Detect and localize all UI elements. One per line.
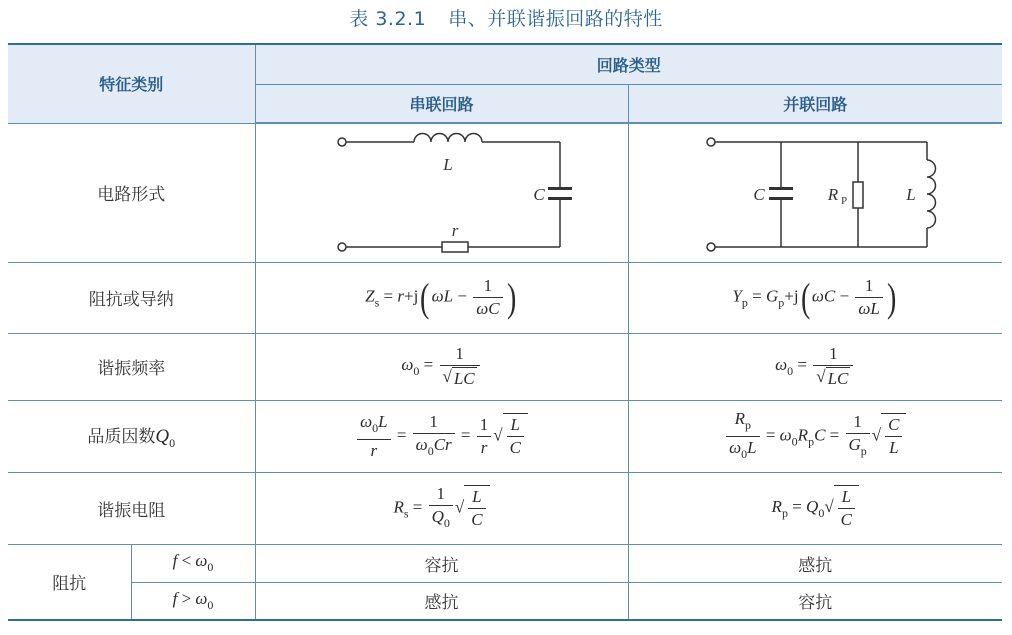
header-parallel: 并联回路	[628, 84, 1002, 123]
series-reactance-below: 容抗	[255, 544, 628, 582]
svg-text:P: P	[841, 194, 848, 207]
svg-text:L: L	[442, 154, 453, 174]
header-series: 串联回路	[255, 84, 628, 123]
row-label-impedance: 阻抗或导纳	[8, 262, 255, 333]
header-feature-category: 特征类别	[8, 44, 255, 123]
parallel-admittance-formula: $Y_p = G_p+j$( ωC − $\frac{1}{\omega L}$ )	[628, 262, 1002, 333]
condition-above-resonance: $f > \omega_0$	[131, 582, 255, 620]
parallel-reactance-below: 感抗	[628, 544, 1002, 582]
header-circuit-type: 回路类型	[255, 44, 1002, 84]
series-reactance-above: 感抗	[255, 582, 628, 620]
parallel-resonant-resistance-formula: $R_p = Q_0√$ $\frac{L}{C}$	[628, 472, 1002, 544]
svg-text:r: r	[451, 220, 458, 240]
series-impedance-formula: $Z_s = r+j$( ωL − $\frac{1}{\omega C}$ )	[255, 262, 628, 333]
series-resonant-resistance-formula: $R_s$ = $\frac{1}{Q_0}$ √ $\frac{L}{C}$	[255, 472, 628, 544]
row-label-reactance: 阻抗	[8, 544, 131, 620]
parallel-circuit-diagram	[628, 123, 1002, 262]
series-resonant-frequency-formula: $\omega_0$ = $\frac{1}{√ LC}$	[255, 333, 628, 400]
series-rlc-circuit-icon	[312, 128, 572, 253]
parallel-resonant-frequency-formula: $\omega_0$ = $\frac{1}{√ LC}$	[628, 333, 1002, 400]
parallel-reactance-above: 容抗	[628, 582, 1002, 620]
svg-text:C: C	[753, 184, 765, 204]
parallel-quality-factor-formula: $\frac{R_p}{\omega_0L}$ = $\omega_0R_pC$ = $\frac{1}{G_p}$ √ $\frac{C}{L}$	[628, 400, 1002, 472]
table-title	[0, 4, 1012, 31]
row-label-quality-factor: 品质因数$Q_0$	[8, 400, 255, 472]
table-number: 表 3.2.1	[349, 8, 427, 30]
svg-text:R: R	[828, 184, 839, 204]
series-circuit-diagram	[255, 123, 628, 262]
condition-below-resonance: $f < \omega_0$	[131, 544, 255, 582]
row-label-resonant-frequency: 谐振频率	[8, 333, 255, 400]
row-label-circuit-form: 电路形式	[8, 123, 255, 262]
resonant-circuit-table	[8, 43, 1002, 621]
row-label-resonant-resistance: 谐振电阻	[8, 472, 255, 544]
table-caption: 串、并联谐振回路的特性	[448, 8, 663, 30]
svg-text:C: C	[532, 184, 545, 204]
svg-text:L: L	[906, 184, 916, 204]
series-quality-factor-formula: $\frac{\omega_0L}{r}$ = $\frac{1}{\omega_0Cr}$ = $\frac{1}{r}$ √ $\frac{L}{C}$	[255, 400, 628, 472]
parallel-rlc-circuit-icon	[685, 128, 945, 253]
